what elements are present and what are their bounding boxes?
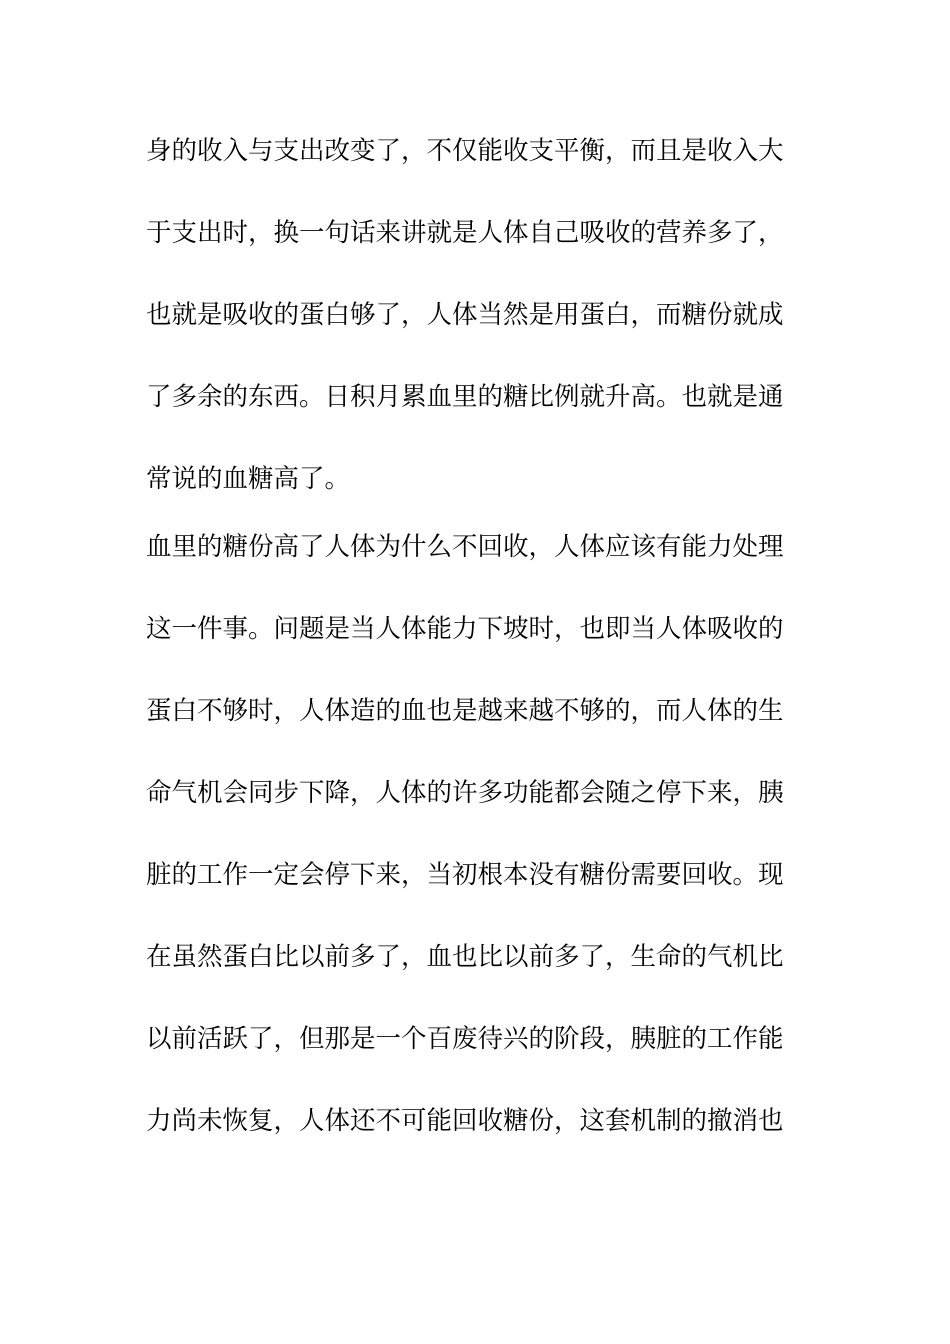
paragraph-line: 命气机会同步下降，人体的许多功能都会随之停下来，胰 bbox=[146, 778, 784, 808]
paragraph-1 bbox=[146, 110, 786, 520]
paragraph-2 bbox=[146, 506, 786, 1162]
paragraph-line: 了多余的东西。日积月累血里的糖比例就升高。也就是通 bbox=[146, 382, 784, 412]
paragraph-line: 血里的糖份高了人体为什么不回收，人体应该有能力处理 bbox=[146, 532, 784, 562]
paragraph-line: 也就是吸收的蛋白够了，人体当然是用蛋白，而糖份就成 bbox=[146, 300, 784, 330]
paragraph-line: 常说的血糖高了。 bbox=[146, 464, 351, 494]
paragraph-line: 以前活跃了，但那是一个百废待兴的阶段，胰脏的工作能 bbox=[146, 1024, 784, 1054]
paragraph-line: 于支出时，换一句话来讲就是人体自己吸收的营养多了， bbox=[146, 218, 784, 248]
paragraph-line: 蛋白不够时，人体造的血也是越来越不够的，而人体的生 bbox=[146, 696, 784, 726]
paragraph-line: 身的收入与支出改变了，不仅能收支平衡，而且是收入大 bbox=[146, 136, 784, 166]
paragraph-line: 在虽然蛋白比以前多了，血也比以前多了，生命的气机比 bbox=[146, 942, 784, 972]
paragraph-line: 这一件事。问题是当人体能力下坡时，也即当人体吸收的 bbox=[146, 614, 784, 644]
paragraph-line: 脏的工作一定会停下来，当初根本没有糖份需要回收。现 bbox=[146, 860, 784, 890]
paragraph-line: 力尚未恢复，人体还不可能回收糖份，这套机制的撤消也 bbox=[146, 1106, 784, 1136]
